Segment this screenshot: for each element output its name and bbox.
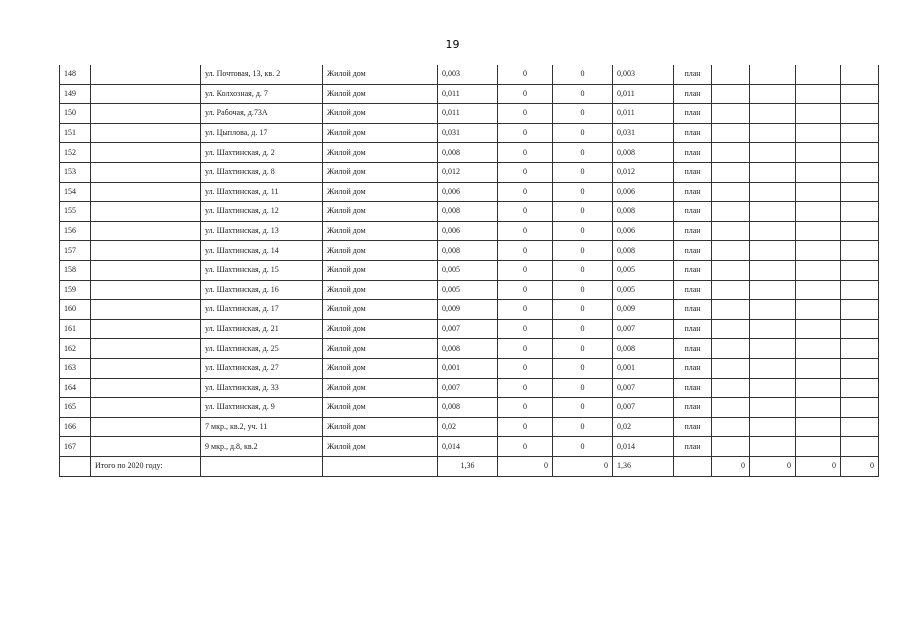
status-cell: план	[674, 398, 712, 418]
total-row	[60, 456, 879, 476]
object-type-cell: Жилой дом	[323, 378, 438, 398]
total-extra-cell-3: 0	[796, 456, 841, 476]
address-cell: ул. Цыплова, д. 17	[201, 123, 323, 143]
empty-cell	[796, 65, 841, 84]
empty-cell	[841, 162, 879, 182]
empty-cell	[750, 65, 796, 84]
table-row	[60, 104, 879, 124]
value-cell-4: 0,012	[613, 162, 674, 182]
empty-cell	[712, 339, 750, 359]
value-cell-2: 0	[498, 319, 553, 339]
empty-cell	[841, 378, 879, 398]
status-cell: план	[674, 162, 712, 182]
status-cell: план	[674, 437, 712, 457]
table-row	[60, 123, 879, 143]
empty-cell	[712, 162, 750, 182]
value-cell-1: 0,008	[438, 241, 498, 261]
value-cell-4: 0,008	[613, 143, 674, 163]
empty-cell	[712, 358, 750, 378]
value-cell-2: 0	[498, 123, 553, 143]
table-row	[60, 143, 879, 163]
address-cell: ул. Шахтинская, д. 13	[201, 221, 323, 241]
value-cell-3: 0	[553, 241, 613, 261]
value-cell-3: 0	[553, 84, 613, 104]
empty-cell	[750, 202, 796, 222]
table-row	[60, 300, 879, 320]
empty-cell	[750, 241, 796, 261]
value-cell-3: 0	[553, 260, 613, 280]
data-table	[59, 65, 879, 477]
status-cell: план	[674, 104, 712, 124]
empty-cell	[712, 123, 750, 143]
total-blank-cell	[201, 456, 323, 476]
value-cell-1: 0,012	[438, 162, 498, 182]
blank-cell	[91, 339, 201, 359]
row-number-cell: 165	[60, 398, 91, 418]
empty-cell	[712, 378, 750, 398]
table-row	[60, 417, 879, 437]
row-number-cell: 152	[60, 143, 91, 163]
empty-cell	[712, 437, 750, 457]
value-cell-4: 0,014	[613, 437, 674, 457]
value-cell-3: 0	[553, 221, 613, 241]
total-value-cell-4: 1,36	[613, 456, 674, 476]
empty-cell	[796, 339, 841, 359]
value-cell-3: 0	[553, 202, 613, 222]
value-cell-2: 0	[498, 202, 553, 222]
row-number-cell: 167	[60, 437, 91, 457]
value-cell-4: 0,006	[613, 221, 674, 241]
value-cell-3: 0	[553, 437, 613, 457]
empty-cell	[712, 202, 750, 222]
value-cell-4: 0,008	[613, 339, 674, 359]
object-type-cell: Жилой дом	[323, 182, 438, 202]
blank-cell	[91, 65, 201, 84]
table-row	[60, 221, 879, 241]
address-cell: ул. Рабочая, д.73А	[201, 104, 323, 124]
value-cell-3: 0	[553, 358, 613, 378]
empty-cell	[841, 221, 879, 241]
blank-cell	[91, 123, 201, 143]
object-type-cell: Жилой дом	[323, 437, 438, 457]
row-number-cell: 162	[60, 339, 91, 359]
blank-cell	[91, 260, 201, 280]
status-cell: план	[674, 378, 712, 398]
empty-cell	[796, 300, 841, 320]
empty-cell	[841, 398, 879, 418]
table-row	[60, 319, 879, 339]
address-cell: ул. Шахтинская, д. 33	[201, 378, 323, 398]
empty-cell	[841, 260, 879, 280]
object-type-cell: Жилой дом	[323, 358, 438, 378]
empty-cell	[712, 84, 750, 104]
value-cell-2: 0	[498, 221, 553, 241]
address-cell: ул. Почтовая, 13, кв. 2	[201, 65, 323, 84]
empty-cell	[796, 319, 841, 339]
object-type-cell: Жилой дом	[323, 221, 438, 241]
value-cell-1: 0,011	[438, 104, 498, 124]
row-number-cell: 156	[60, 221, 91, 241]
value-cell-1: 0,001	[438, 358, 498, 378]
total-value-cell-2: 0	[498, 456, 553, 476]
row-number-cell: 148	[60, 65, 91, 84]
object-type-cell: Жилой дом	[323, 280, 438, 300]
object-type-cell: Жилой дом	[323, 84, 438, 104]
object-type-cell: Жилой дом	[323, 417, 438, 437]
empty-cell	[750, 280, 796, 300]
table-row	[60, 358, 879, 378]
empty-cell	[750, 123, 796, 143]
empty-cell	[750, 319, 796, 339]
status-cell: план	[674, 182, 712, 202]
empty-cell	[841, 437, 879, 457]
empty-cell	[841, 182, 879, 202]
object-type-cell: Жилой дом	[323, 104, 438, 124]
blank-cell	[91, 300, 201, 320]
value-cell-3: 0	[553, 280, 613, 300]
empty-cell	[841, 417, 879, 437]
value-cell-4: 0,001	[613, 358, 674, 378]
total-extra-cell-2: 0	[750, 456, 796, 476]
value-cell-3: 0	[553, 123, 613, 143]
row-number-cell: 155	[60, 202, 91, 222]
address-cell: ул. Шахтинская, д. 2	[201, 143, 323, 163]
object-type-cell: Жилой дом	[323, 398, 438, 418]
blank-cell	[91, 202, 201, 222]
empty-cell	[841, 339, 879, 359]
empty-cell	[750, 417, 796, 437]
row-number-cell: 149	[60, 84, 91, 104]
value-cell-2: 0	[498, 417, 553, 437]
row-number-cell: 163	[60, 358, 91, 378]
status-cell: план	[674, 417, 712, 437]
table-row	[60, 280, 879, 300]
value-cell-1: 0,014	[438, 437, 498, 457]
row-number-cell: 151	[60, 123, 91, 143]
blank-cell	[91, 241, 201, 261]
blank-cell	[91, 143, 201, 163]
empty-cell	[750, 104, 796, 124]
value-cell-1: 0,005	[438, 280, 498, 300]
empty-cell	[712, 182, 750, 202]
object-type-cell: Жилой дом	[323, 143, 438, 163]
object-type-cell: Жилой дом	[323, 339, 438, 359]
empty-cell	[712, 241, 750, 261]
value-cell-4: 0,007	[613, 378, 674, 398]
empty-cell	[841, 84, 879, 104]
empty-cell	[796, 104, 841, 124]
address-cell: ул. Шахтинская, д. 11	[201, 182, 323, 202]
status-cell: план	[674, 280, 712, 300]
value-cell-1: 0,007	[438, 378, 498, 398]
empty-cell	[841, 280, 879, 300]
blank-cell	[91, 84, 201, 104]
empty-cell	[796, 143, 841, 163]
total-value-cell-3: 0	[553, 456, 613, 476]
value-cell-1: 0,008	[438, 339, 498, 359]
status-cell: план	[674, 65, 712, 84]
page-number: 19	[445, 38, 460, 51]
address-cell: ул. Шахтинская, д. 17	[201, 300, 323, 320]
value-cell-2: 0	[498, 280, 553, 300]
empty-cell	[796, 417, 841, 437]
address-cell: ул. Шахтинская, д. 25	[201, 339, 323, 359]
empty-cell	[712, 280, 750, 300]
blank-cell	[91, 437, 201, 457]
empty-cell	[796, 280, 841, 300]
status-cell: план	[674, 221, 712, 241]
value-cell-2: 0	[498, 104, 553, 124]
value-cell-1: 0,011	[438, 84, 498, 104]
blank-cell	[91, 319, 201, 339]
empty-cell	[841, 358, 879, 378]
object-type-cell: Жилой дом	[323, 319, 438, 339]
row-number-cell: 153	[60, 162, 91, 182]
value-cell-1: 0,003	[438, 65, 498, 84]
table-row	[60, 241, 879, 261]
blank-cell	[91, 280, 201, 300]
empty-cell	[796, 398, 841, 418]
value-cell-4: 0,011	[613, 84, 674, 104]
empty-cell	[796, 260, 841, 280]
value-cell-2: 0	[498, 241, 553, 261]
empty-cell	[712, 319, 750, 339]
address-cell: ул. Шахтинская, д. 14	[201, 241, 323, 261]
total-blank-cell	[674, 456, 712, 476]
total-blank-cell	[60, 456, 91, 476]
empty-cell	[841, 123, 879, 143]
table-row	[60, 378, 879, 398]
value-cell-4: 0,009	[613, 300, 674, 320]
empty-cell	[841, 104, 879, 124]
address-cell: ул. Шахтинская, д. 21	[201, 319, 323, 339]
status-cell: план	[674, 84, 712, 104]
value-cell-2: 0	[498, 339, 553, 359]
row-number-cell: 164	[60, 378, 91, 398]
empty-cell	[750, 300, 796, 320]
value-cell-2: 0	[498, 398, 553, 418]
blank-cell	[91, 221, 201, 241]
empty-cell	[796, 84, 841, 104]
value-cell-4: 0,008	[613, 241, 674, 261]
value-cell-1: 0,02	[438, 417, 498, 437]
address-cell: ул. Шахтинская, д. 12	[201, 202, 323, 222]
row-number-cell: 150	[60, 104, 91, 124]
row-number-cell: 166	[60, 417, 91, 437]
total-value-cell-1: 1,36	[438, 456, 498, 476]
object-type-cell: Жилой дом	[323, 65, 438, 84]
blank-cell	[91, 162, 201, 182]
value-cell-4: 0,007	[613, 398, 674, 418]
status-cell: план	[674, 241, 712, 261]
value-cell-4: 0,003	[613, 65, 674, 84]
address-cell: ул. Шахтинская, д. 16	[201, 280, 323, 300]
empty-cell	[796, 221, 841, 241]
value-cell-2: 0	[498, 437, 553, 457]
empty-cell	[750, 437, 796, 457]
total-label-cell: Итого по 2020 году:	[91, 456, 201, 476]
empty-cell	[841, 65, 879, 84]
value-cell-3: 0	[553, 339, 613, 359]
table-row	[60, 339, 879, 359]
empty-cell	[750, 221, 796, 241]
object-type-cell: Жилой дом	[323, 300, 438, 320]
status-cell: план	[674, 123, 712, 143]
value-cell-1: 0,005	[438, 260, 498, 280]
value-cell-3: 0	[553, 65, 613, 84]
empty-cell	[712, 143, 750, 163]
empty-cell	[712, 65, 750, 84]
table-row	[60, 84, 879, 104]
value-cell-4: 0,02	[613, 417, 674, 437]
address-cell: ул. Шахтинская, д. 27	[201, 358, 323, 378]
empty-cell	[750, 339, 796, 359]
empty-cell	[750, 162, 796, 182]
blank-cell	[91, 358, 201, 378]
status-cell: план	[674, 260, 712, 280]
total-extra-cell-1: 0	[712, 456, 750, 476]
address-cell: 7 мкр., кв.2, уч. 11	[201, 417, 323, 437]
address-cell: ул. Шахтинская, д. 9	[201, 398, 323, 418]
value-cell-3: 0	[553, 143, 613, 163]
empty-cell	[841, 241, 879, 261]
value-cell-1: 0,006	[438, 182, 498, 202]
row-number-cell: 161	[60, 319, 91, 339]
value-cell-3: 0	[553, 378, 613, 398]
row-number-cell: 160	[60, 300, 91, 320]
total-extra-cell-4: 0	[841, 456, 879, 476]
value-cell-3: 0	[553, 398, 613, 418]
value-cell-3: 0	[553, 319, 613, 339]
value-cell-4: 0,008	[613, 202, 674, 222]
value-cell-2: 0	[498, 143, 553, 163]
value-cell-1: 0,008	[438, 143, 498, 163]
value-cell-3: 0	[553, 300, 613, 320]
row-number-cell: 158	[60, 260, 91, 280]
blank-cell	[91, 104, 201, 124]
empty-cell	[796, 123, 841, 143]
value-cell-4: 0,006	[613, 182, 674, 202]
value-cell-1: 0,008	[438, 202, 498, 222]
empty-cell	[796, 378, 841, 398]
empty-cell	[750, 84, 796, 104]
table-row	[60, 182, 879, 202]
empty-cell	[841, 202, 879, 222]
status-cell: план	[674, 202, 712, 222]
blank-cell	[91, 398, 201, 418]
value-cell-4: 0,031	[613, 123, 674, 143]
address-cell: 9 мкр., д.8, кв.2	[201, 437, 323, 457]
object-type-cell: Жилой дом	[323, 162, 438, 182]
value-cell-2: 0	[498, 84, 553, 104]
value-cell-2: 0	[498, 65, 553, 84]
value-cell-2: 0	[498, 182, 553, 202]
value-cell-2: 0	[498, 162, 553, 182]
object-type-cell: Жилой дом	[323, 260, 438, 280]
empty-cell	[750, 260, 796, 280]
row-number-cell: 157	[60, 241, 91, 261]
table-row	[60, 65, 879, 84]
address-cell: ул. Шахтинская, д. 15	[201, 260, 323, 280]
table-row	[60, 260, 879, 280]
empty-cell	[750, 378, 796, 398]
status-cell: план	[674, 339, 712, 359]
value-cell-4: 0,007	[613, 319, 674, 339]
value-cell-3: 0	[553, 162, 613, 182]
value-cell-1: 0,007	[438, 319, 498, 339]
table-body	[60, 65, 879, 476]
empty-cell	[841, 319, 879, 339]
table-row	[60, 437, 879, 457]
empty-cell	[750, 182, 796, 202]
status-cell: план	[674, 300, 712, 320]
empty-cell	[750, 398, 796, 418]
value-cell-3: 0	[553, 182, 613, 202]
empty-cell	[712, 398, 750, 418]
empty-cell	[796, 358, 841, 378]
value-cell-2: 0	[498, 378, 553, 398]
value-cell-2: 0	[498, 300, 553, 320]
value-cell-3: 0	[553, 417, 613, 437]
value-cell-3: 0	[553, 104, 613, 124]
empty-cell	[796, 162, 841, 182]
status-cell: план	[674, 143, 712, 163]
value-cell-4: 0,005	[613, 260, 674, 280]
value-cell-2: 0	[498, 358, 553, 378]
empty-cell	[712, 221, 750, 241]
blank-cell	[91, 378, 201, 398]
empty-cell	[712, 300, 750, 320]
row-number-cell: 159	[60, 280, 91, 300]
object-type-cell: Жилой дом	[323, 241, 438, 261]
object-type-cell: Жилой дом	[323, 202, 438, 222]
empty-cell	[796, 241, 841, 261]
empty-cell	[796, 437, 841, 457]
object-type-cell: Жилой дом	[323, 123, 438, 143]
blank-cell	[91, 417, 201, 437]
empty-cell	[712, 260, 750, 280]
status-cell: план	[674, 358, 712, 378]
total-blank-cell	[323, 456, 438, 476]
value-cell-1: 0,009	[438, 300, 498, 320]
empty-cell	[712, 104, 750, 124]
status-cell: план	[674, 319, 712, 339]
value-cell-4: 0,011	[613, 104, 674, 124]
row-number-cell: 154	[60, 182, 91, 202]
value-cell-2: 0	[498, 260, 553, 280]
empty-cell	[750, 143, 796, 163]
blank-cell	[91, 182, 201, 202]
empty-cell	[841, 143, 879, 163]
table-row	[60, 162, 879, 182]
empty-cell	[796, 182, 841, 202]
address-cell: ул. Шахтинская, д. 8	[201, 162, 323, 182]
table-row	[60, 202, 879, 222]
value-cell-1: 0,008	[438, 398, 498, 418]
value-cell-1: 0,006	[438, 221, 498, 241]
value-cell-4: 0,005	[613, 280, 674, 300]
empty-cell	[712, 417, 750, 437]
value-cell-1: 0,031	[438, 123, 498, 143]
empty-cell	[796, 202, 841, 222]
table-row	[60, 398, 879, 418]
empty-cell	[841, 300, 879, 320]
address-cell: ул. Колхозная, д. 7	[201, 84, 323, 104]
empty-cell	[750, 358, 796, 378]
